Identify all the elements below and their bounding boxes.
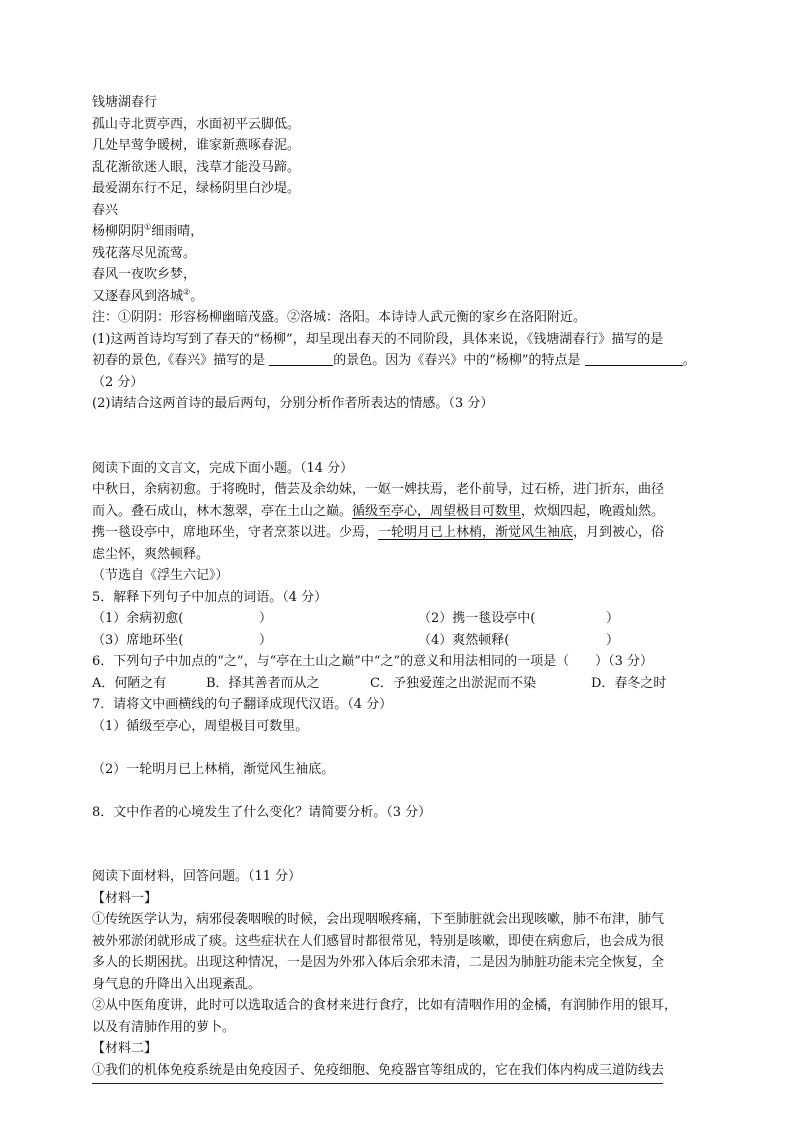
page-content bbox=[92, 92, 714, 1081]
poem-question-2: (2)请结合这两首诗的最后两句，分别分析作者所表达的情感。（3 分） bbox=[92, 396, 494, 411]
option-b[interactable]: B．择其善者而从之 bbox=[206, 675, 320, 691]
classical-source: （节选自《浮生六记》） bbox=[92, 568, 229, 583]
answer-blank[interactable] bbox=[269, 352, 333, 366]
poem2-line: 残花落尽见流莺。 bbox=[92, 245, 197, 261]
underlined-sentence-1: 循级至亭心，周望极目可数里 bbox=[352, 503, 522, 519]
material-text-line: ①传统医学认为，病邪侵袭咽喉的时候，会出现咽喉疼痛，下至肺脏就会出现咳嗽，肺不布津，肺气 bbox=[92, 912, 665, 927]
poem-question-1-line bbox=[92, 350, 714, 372]
material-text-line: 多人的长期困扰。出现这种情况，一是因为外邪入体后余邪未清，二是因为肺脏功能未完全恢复，全 bbox=[92, 955, 665, 970]
material-1-title: 【材料一】 bbox=[92, 890, 158, 906]
classical-text-line: 虑尘怀，爽然顿释。 bbox=[92, 546, 210, 562]
question-score: （2 分） bbox=[92, 374, 144, 390]
q5-item-close[interactable]: ） bbox=[259, 611, 273, 626]
poem2-line: 春风一夜吹乡梦， bbox=[92, 267, 197, 282]
question-6-stem: 6．下列句子中加点的“之”，与“亭在土山之巅”中“之”的意义和用法相同的一项是（ ）（3 分） bbox=[92, 654, 654, 669]
option-c[interactable]: C．予独爱莲之出淤泥而不染 bbox=[370, 675, 536, 691]
q5-item-close[interactable]: ） bbox=[606, 611, 620, 626]
q5-item: （3）席地环坐( bbox=[92, 632, 184, 648]
footnote-mark: ① bbox=[144, 222, 152, 232]
answer-blank[interactable] bbox=[585, 352, 683, 366]
classical-text-line bbox=[92, 522, 714, 544]
material-text-line: 被外邪淤闭就形成了痰。这些症状在人们感冒时都很常见，特别是咳嗽，即使在病愈后，也会成为很 bbox=[92, 933, 665, 949]
q5-item-close[interactable]: ） bbox=[606, 632, 620, 648]
material-text-line: ②从中医角度讲，此时可以选取适合的食材来进行食疗，比如有清咽作用的金橘，有润肺作用的银耳， bbox=[92, 998, 678, 1013]
poem1-line: 孤山寺北贾亭西，水面初平云脚低。 bbox=[92, 116, 301, 132]
option-a[interactable]: A．何陋之有 bbox=[92, 675, 167, 691]
question-7-sentence-2: （2）一轮明月已上林梢，渐觉风生袖底。 bbox=[92, 761, 335, 777]
q5-item: （2）携一毯设亭中( bbox=[418, 611, 536, 626]
question-text: 的景色。因为《春兴》中的“杨柳”的特点是 bbox=[333, 353, 585, 368]
footnote-mark: ② bbox=[183, 287, 191, 297]
material-text-line: 以及有清肺作用的萝卜。 bbox=[92, 1019, 236, 1035]
q5-item: （4）爽然顿释( bbox=[418, 632, 510, 648]
poem2-line-text: 杨柳阴阴 bbox=[92, 224, 145, 239]
material-text-line: ①我们的机体免疫系统是由免疫因子、免疫细胞、免疫器官等组成的，它在我们体内构成三道防线去 bbox=[92, 1062, 665, 1078]
poem2-line bbox=[92, 221, 714, 243]
classical-text: ，月到被心，俗 bbox=[573, 525, 665, 540]
classical-text-line bbox=[92, 501, 714, 523]
material-2-title: 【材料二】 bbox=[92, 1041, 158, 1056]
poem2-line bbox=[92, 286, 714, 308]
classical-text: 而入。叠石成山，林木葱翠，亭在土山之巅。 bbox=[92, 503, 353, 519]
question-6-options bbox=[92, 673, 714, 695]
q5-item: （1）余病初愈( bbox=[92, 611, 184, 626]
option-d[interactable]: D．春冬之时 bbox=[591, 675, 667, 691]
question-text: 初春的景色,《春兴》描写的是 bbox=[92, 353, 270, 368]
question-7-sentence-1: （1）循级至亭心，周望极目可数里。 bbox=[92, 718, 309, 734]
classical-text: ，炊烟四起，晚霞灿然。 bbox=[521, 503, 665, 519]
question-5-stem: 5．解释下列句子中加点的词语。（4 分） bbox=[92, 589, 328, 605]
question-5-row bbox=[92, 630, 714, 652]
classical-text-line: 中秋日，余病初愈。于将晚时，偕芸及余幼妹，一妪一婢扶焉，老仆前导，过石桥，进门折东，曲径 bbox=[92, 482, 665, 497]
footer-rule bbox=[92, 1083, 663, 1084]
classical-text: 携一毯设亭中，席地环坐，守者烹茶以进。少焉， bbox=[92, 525, 379, 540]
material-intro: 阅读下面材料，回答问题。（11 分） bbox=[92, 869, 302, 884]
q5-item-close[interactable]: ） bbox=[259, 632, 273, 648]
poem1-line: 乱花渐欲迷人眼，浅草才能没马蹄。 bbox=[92, 159, 301, 175]
poem2-title: 春兴 bbox=[92, 202, 119, 218]
material-text-line: 身气息的升降出入出现紊乱。 bbox=[92, 976, 262, 992]
poem1-line: 最爱湖东行不足，绿杨阴里白沙堤。 bbox=[92, 181, 301, 196]
poem-notes: 注：①阴阴：形容杨柳幽暗茂盛。②洛城：洛阳。本诗诗人武元衡的家乡在洛阳附近。 bbox=[92, 310, 587, 325]
question-8: 8．文中作者的心境发生了什么变化？请简要分析。（3 分） bbox=[92, 804, 432, 820]
underlined-sentence-2: 一轮明月已上林梢，渐觉风生袖底 bbox=[378, 525, 574, 540]
poem1-title: 钱塘湖春行 bbox=[92, 95, 158, 110]
question-7-stem: 7．请将文中画横线的句子翻译成现代汉语。（4 分） bbox=[92, 697, 393, 712]
question-text: 。 bbox=[682, 353, 696, 368]
poem2-line-text: 细雨晴， bbox=[151, 224, 204, 239]
poem2-line-text: 。 bbox=[190, 288, 204, 304]
poem1-line: 几处早莺争暖树，谁家新燕啄春泥。 bbox=[92, 138, 301, 153]
poem-question-1-line: (1)这两首诗均写到了春天的“杨柳”，却呈现出春天的不同阶段，具体来说，《钱塘湖春行》描写的是 bbox=[92, 331, 664, 347]
classical-intro: 阅读下面的文言文，完成下面小题。（14 分） bbox=[92, 460, 354, 476]
question-5-row bbox=[92, 608, 714, 630]
poem2-line-text: 又逐春风到洛城 bbox=[92, 288, 184, 304]
